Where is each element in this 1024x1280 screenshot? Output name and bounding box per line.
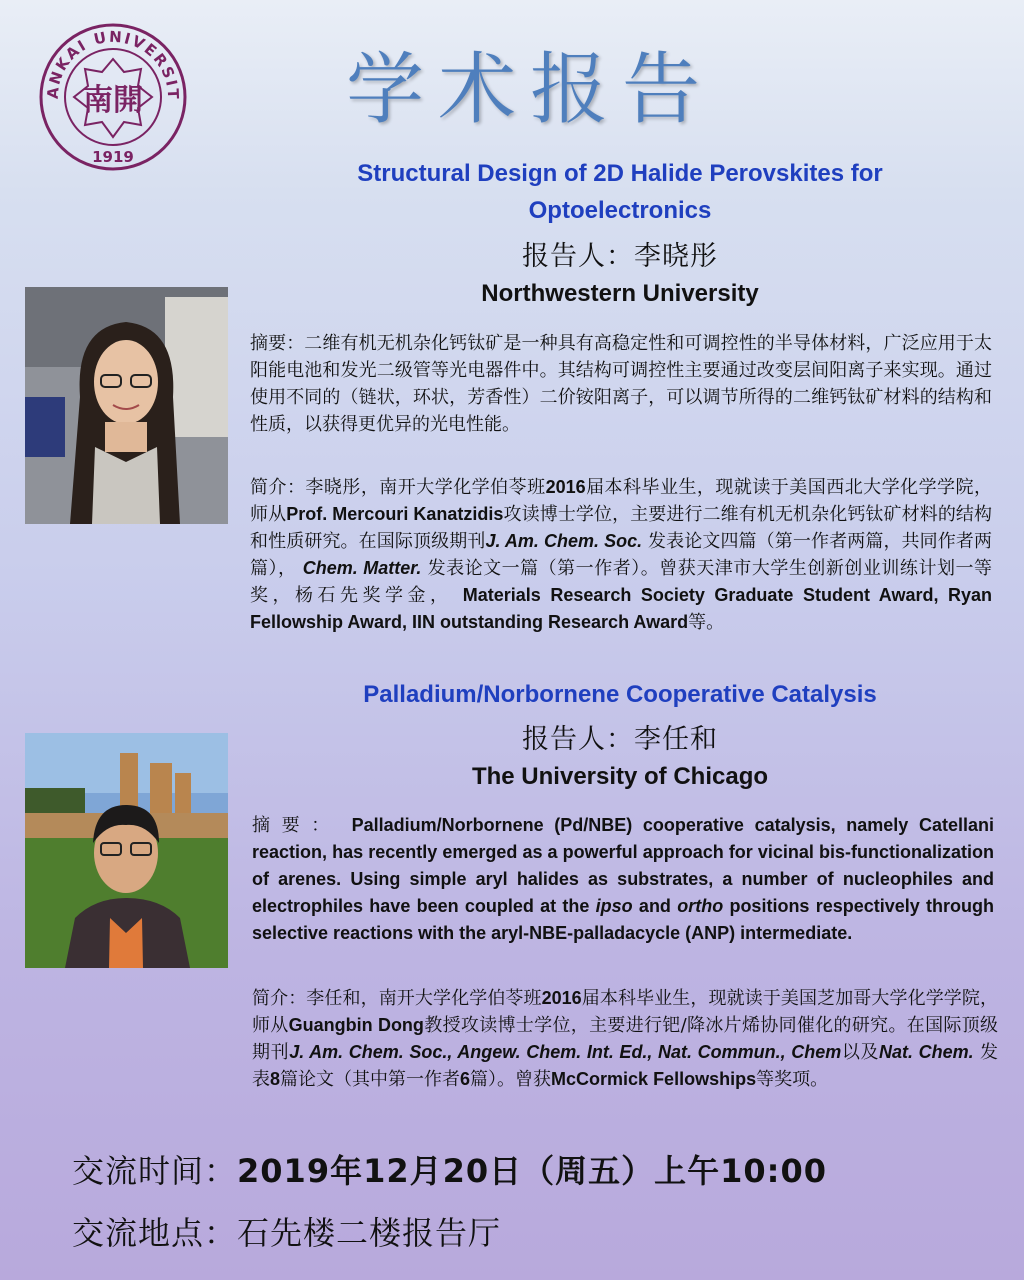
bio-advisor: Prof. Mercouri Kanatzidis [286, 504, 504, 524]
bio-text: 教授攻读博士学位，主要进行钯/降冰片烯协同催化的研究。在国际顶级期刊 [252, 1015, 999, 1063]
event-time-value: 2019年12月20日（周五）上午10:00 [237, 1152, 828, 1190]
bio-year: 2016 [545, 477, 586, 497]
bio-journal: Nat. Chem. [879, 1042, 974, 1062]
bio-text: 等。 [688, 612, 725, 633]
talk2-speaker: 报告人：李任和 [522, 724, 718, 755]
bio-awards: McCormick Fellowships [551, 1069, 757, 1089]
abstract-text: ipso [595, 896, 633, 916]
bio-text: 发表论文四篇（第一作者两篇，共同作者两篇）， [250, 531, 993, 579]
bio-text: 篇）。曾获 [470, 1069, 552, 1090]
bio-text: 届本科毕业生，现就读于美国西北大学化学学院，师从 [250, 477, 993, 525]
bio-year: 2016 [541, 988, 582, 1008]
page-title: 学术报告 [345, 45, 714, 135]
bio-text: 以及 [841, 1042, 880, 1063]
event-place [72, 1208, 992, 1254]
abstract-text: positions respectively through selective reactions with the aryl-NBE-palladacycle (ANP) intermediate. [252, 896, 995, 943]
bio-text: 攻读博士学位，主要进行二维有机无机杂化钙钛矿材料的结构和性质研究。在国际顶级期刊 [250, 504, 993, 552]
bio-journal: Chem. Matter. [302, 558, 422, 578]
bio-text: 简介：李任和，南开大学化学伯苓班 [252, 988, 542, 1009]
talk1-bio [250, 474, 992, 636]
bio-journal: J. Am. Chem. Soc. [485, 531, 643, 551]
speaker1-photo [25, 287, 228, 524]
speaker2-photo [25, 733, 228, 968]
bio-text: 发表论文一篇（第一作者）。曾获天津市大学生创新创业训练计划一等奖，杨石先奖学金， [250, 558, 992, 606]
talk1-abstract: 摘要：二维有机无机杂化钙钛矿是一种具有高稳定性和可调控性的半导体材料，广泛应用于太阳能电池和发光二级管等光电器件中。其结构可调控性主要通过改变层间阳离子来实现。通过使用不同的（链状，环状，芳香性）二价铵阳离子，可以调节所得的二维钙钛矿材料的结构和性质，以获得更优异的光电性能。 [250, 333, 992, 435]
nankai-university-logo [38, 22, 188, 172]
event-place-label: 交流地点： [72, 1214, 238, 1252]
talk1-title-line2: Optoelectronics [528, 197, 712, 224]
bio-journal: J. Am. Chem. Soc., Angew. Chem. Int. Ed., Nat. Commun., Chem [289, 1042, 842, 1062]
svg-text:1919: 1919 [92, 148, 134, 166]
talk2-institution: The University of Chicago [471, 763, 769, 790]
bio-text: 发表 [252, 1042, 998, 1090]
bio-text: 届本科毕业生，现就读于美国芝加哥大学化学学院，师从 [252, 988, 999, 1036]
bio-text: 篇论文（其中第一作者 [280, 1069, 461, 1090]
bio-text: 等奖项。 [756, 1069, 829, 1090]
abstract-text: Palladium/Norbornene (Pd/NBE) cooperative catalysis, namely Catellani reaction, has recently emerged as a powerful approach for vicinal bis-functionalization of arenes. Using simple aryl halides as substrates, a number of nucleophiles and electrophiles have been coupled at the [252, 815, 994, 916]
talk2-bio [252, 985, 998, 1093]
event-time [72, 1146, 992, 1192]
svg-text:南開: 南開 [83, 83, 143, 118]
abstract-text: ortho [677, 896, 724, 916]
bio-awards: Materials Research Society Graduate Student Award, Ryan Fellowship Award, IIN outstanding Research Award [250, 585, 992, 632]
talk1-speaker: 报告人：李晓彤 [522, 241, 718, 272]
abstract-text: and [632, 896, 678, 916]
talk2-abstract [252, 812, 994, 947]
talk1-title-line1: Structural Design of 2D Halide Perovskites for [357, 160, 883, 187]
abstract-label: 摘要： [252, 815, 341, 836]
talk2-title: Palladium/Norbornene Cooperative Catalysis [363, 681, 877, 708]
talk1-institution: Northwestern University [481, 280, 759, 307]
event-time-label: 交流时间： [72, 1152, 238, 1190]
event-place-value: 石先楼二楼报告厅 [237, 1214, 502, 1252]
bio-advisor: Guangbin Dong [288, 1015, 424, 1035]
bio-text: 简介：李晓彤，南开大学化学伯苓班 [250, 477, 546, 498]
bio-count: 6 [460, 1069, 471, 1089]
talk1-title [300, 155, 940, 229]
svg-text:NANKAI UNIVERSITY: ANKAI UNIVERSIT [43, 27, 183, 102]
bio-count: 8 [270, 1069, 281, 1089]
